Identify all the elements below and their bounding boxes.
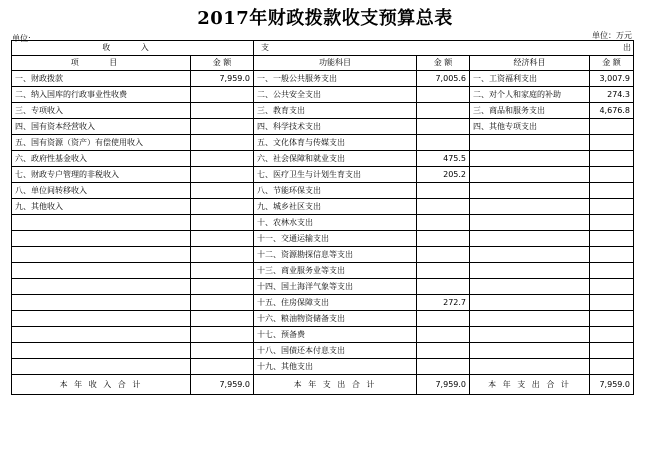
group-header-row xyxy=(12,41,634,56)
table-row xyxy=(12,247,634,263)
economic-amount-cell xyxy=(590,135,634,151)
income-amount-cell xyxy=(191,343,254,359)
expense-total-value-1: 7,959.0 xyxy=(417,375,470,395)
table-row xyxy=(12,279,634,295)
table-row xyxy=(12,359,634,375)
functional-item-cell: 九、城乡社区支出 xyxy=(254,199,417,215)
economic-item-cell xyxy=(470,183,590,199)
economic-item-cell xyxy=(470,215,590,231)
income-item-cell xyxy=(12,215,191,231)
functional-item-cell: 十五、住房保障支出 xyxy=(254,295,417,311)
income-item-cell: 八、单位间转移收入 xyxy=(12,183,191,199)
unit-label-left: 单位: xyxy=(12,34,31,43)
income-amount-cell xyxy=(191,103,254,119)
table-row xyxy=(12,119,634,135)
income-amount-cell xyxy=(191,279,254,295)
functional-item-cell: 十八、国债还本付息支出 xyxy=(254,343,417,359)
economic-amount-cell xyxy=(590,279,634,295)
expense-total-label-2: 本 年 支 出 合 计 xyxy=(470,375,590,395)
table-row xyxy=(12,295,634,311)
functional-amount-cell xyxy=(417,343,470,359)
income-item-cell: 六、政府性基金收入 xyxy=(12,151,191,167)
functional-amount-cell xyxy=(417,199,470,215)
functional-item-cell: 七、医疗卫生与计划生育支出 xyxy=(254,167,417,183)
functional-item-cell: 十二、资源勘探信息等支出 xyxy=(254,247,417,263)
economic-amount-cell: 3,007.9 xyxy=(590,71,634,87)
table-row xyxy=(12,263,634,279)
unit-label-right: 单位：万元 xyxy=(592,31,632,40)
income-amount-cell xyxy=(191,231,254,247)
income-amount-cell xyxy=(191,183,254,199)
functional-item-cell: 一、一般公共服务支出 xyxy=(254,71,417,87)
economic-header: 经济科目 xyxy=(470,56,590,71)
income-amount-cell xyxy=(191,167,254,183)
income-item-cell xyxy=(12,327,191,343)
economic-amount-cell xyxy=(590,295,634,311)
functional-amount-cell xyxy=(417,183,470,199)
functional-amount-header: 金 额 xyxy=(417,56,470,71)
table-row xyxy=(12,151,634,167)
functional-item-cell: 三、教育支出 xyxy=(254,103,417,119)
income-item-cell xyxy=(12,247,191,263)
functional-amount-cell xyxy=(417,215,470,231)
table-row xyxy=(12,87,634,103)
page-title: 2017年财政拨款收支预算总表 xyxy=(197,8,453,29)
table-row xyxy=(12,215,634,231)
income-amount-cell xyxy=(191,359,254,375)
economic-item-cell xyxy=(470,279,590,295)
economic-item-cell xyxy=(470,151,590,167)
economic-amount-cell xyxy=(590,359,634,375)
economic-amount-cell xyxy=(590,167,634,183)
budget-table xyxy=(11,40,634,395)
economic-amount-cell xyxy=(590,343,634,359)
functional-amount-cell: 475.5 xyxy=(417,151,470,167)
functional-amount-cell xyxy=(417,263,470,279)
income-amount-cell xyxy=(191,263,254,279)
functional-amount-cell xyxy=(417,119,470,135)
economic-item-cell: 三、商品和服务支出 xyxy=(470,103,590,119)
functional-item-cell: 十四、国土海洋气象等支出 xyxy=(254,279,417,295)
functional-amount-cell xyxy=(417,87,470,103)
functional-amount-cell: 272.7 xyxy=(417,295,470,311)
functional-item-cell: 十九、其他支出 xyxy=(254,359,417,375)
economic-amount-cell xyxy=(590,183,634,199)
economic-amount-cell xyxy=(590,119,634,135)
functional-amount-cell xyxy=(417,359,470,375)
functional-item-cell: 十六、粮油物资储备支出 xyxy=(254,311,417,327)
income-item-cell xyxy=(12,311,191,327)
functional-amount-cell xyxy=(417,327,470,343)
income-item-cell xyxy=(12,279,191,295)
income-amount-cell xyxy=(191,311,254,327)
economic-item-cell: 一、工资福利支出 xyxy=(470,71,590,87)
table-row xyxy=(12,343,634,359)
functional-amount-cell xyxy=(417,231,470,247)
income-item-cell: 四、国有资本经营收入 xyxy=(12,119,191,135)
table-row xyxy=(12,103,634,119)
income-total-value: 7,959.0 xyxy=(191,375,254,395)
functional-item-cell: 八、节能环保支出 xyxy=(254,183,417,199)
functional-amount-cell xyxy=(417,135,470,151)
economic-item-cell xyxy=(470,231,590,247)
functional-item-cell: 五、文化体育与传媒支出 xyxy=(254,135,417,151)
economic-amount-cell xyxy=(590,199,634,215)
income-amount-cell xyxy=(191,295,254,311)
functional-item-cell: 十七、预备费 xyxy=(254,327,417,343)
functional-item-cell: 十、农林水支出 xyxy=(254,215,417,231)
income-item-cell xyxy=(12,231,191,247)
income-amount-cell xyxy=(191,151,254,167)
functional-item-cell: 二、公共安全支出 xyxy=(254,87,417,103)
economic-item-cell xyxy=(470,167,590,183)
economic-item-cell xyxy=(470,295,590,311)
income-amount-cell xyxy=(191,247,254,263)
functional-amount-cell: 205.2 xyxy=(417,167,470,183)
income-item-cell: 三、专项收入 xyxy=(12,103,191,119)
economic-item-cell xyxy=(470,311,590,327)
economic-item-cell xyxy=(470,247,590,263)
functional-amount-cell: 7,005.6 xyxy=(417,71,470,87)
income-item-cell: 九、其他收入 xyxy=(12,199,191,215)
income-amount-header: 金 额 xyxy=(191,56,254,71)
income-item-cell: 五、国有资源（资产）有偿使用收入 xyxy=(12,135,191,151)
economic-amount-cell xyxy=(590,231,634,247)
economic-item-cell xyxy=(470,327,590,343)
income-item-cell: 二、纳入国库的行政事业性收费 xyxy=(12,87,191,103)
economic-amount-cell xyxy=(590,327,634,343)
income-group-header: 收 入 xyxy=(12,41,254,56)
income-item-cell xyxy=(12,343,191,359)
functional-amount-cell xyxy=(417,247,470,263)
functional-amount-cell xyxy=(417,103,470,119)
economic-item-cell xyxy=(470,199,590,215)
functional-item-cell: 十一、交通运输支出 xyxy=(254,231,417,247)
economic-amount-cell: 4,676.8 xyxy=(590,103,634,119)
item-header: 项 目 xyxy=(12,56,191,71)
expense-total-value-2: 7,959.0 xyxy=(590,375,634,395)
table-row xyxy=(12,71,634,87)
economic-amount-cell xyxy=(590,215,634,231)
income-amount-cell: 7,959.0 xyxy=(191,71,254,87)
economic-amount-cell: 274.3 xyxy=(590,87,634,103)
income-amount-cell xyxy=(191,87,254,103)
economic-amount-cell xyxy=(590,311,634,327)
totals-row xyxy=(12,375,634,395)
economic-amount-header: 金 额 xyxy=(590,56,634,71)
table-row xyxy=(12,327,634,343)
table-row xyxy=(12,199,634,215)
table-row xyxy=(12,231,634,247)
income-amount-cell xyxy=(191,119,254,135)
income-item-cell xyxy=(12,263,191,279)
economic-item-cell xyxy=(470,359,590,375)
functional-item-cell: 四、科学技术支出 xyxy=(254,119,417,135)
expense-total-label-1: 本 年 支 出 合 计 xyxy=(254,375,417,395)
income-item-cell xyxy=(12,359,191,375)
income-item-cell: 一、财政拨款 xyxy=(12,71,191,87)
column-header-row xyxy=(12,56,634,71)
functional-header: 功能科目 xyxy=(254,56,417,71)
income-amount-cell xyxy=(191,135,254,151)
functional-item-cell: 十三、商业服务业等支出 xyxy=(254,263,417,279)
income-amount-cell xyxy=(191,199,254,215)
economic-amount-cell xyxy=(590,263,634,279)
income-amount-cell xyxy=(191,327,254,343)
economic-item-cell: 二、对个人和家庭的补助 xyxy=(470,87,590,103)
income-amount-cell xyxy=(191,215,254,231)
table-row xyxy=(12,311,634,327)
functional-amount-cell xyxy=(417,311,470,327)
functional-amount-cell xyxy=(417,279,470,295)
income-total-label: 本 年 收 入 合 计 xyxy=(12,375,191,395)
economic-amount-cell xyxy=(590,247,634,263)
economic-item-cell xyxy=(470,135,590,151)
income-item-cell xyxy=(12,295,191,311)
table-row xyxy=(12,183,634,199)
table-row xyxy=(12,167,634,183)
economic-amount-cell xyxy=(590,151,634,167)
income-item-cell: 七、财政专户管理的非税收入 xyxy=(12,167,191,183)
economic-item-cell: 四、其他专项支出 xyxy=(470,119,590,135)
economic-item-cell xyxy=(470,263,590,279)
table-row xyxy=(12,135,634,151)
economic-item-cell xyxy=(470,343,590,359)
expense-group-header: 支 出 xyxy=(254,41,634,56)
functional-item-cell: 六、社会保障和就业支出 xyxy=(254,151,417,167)
